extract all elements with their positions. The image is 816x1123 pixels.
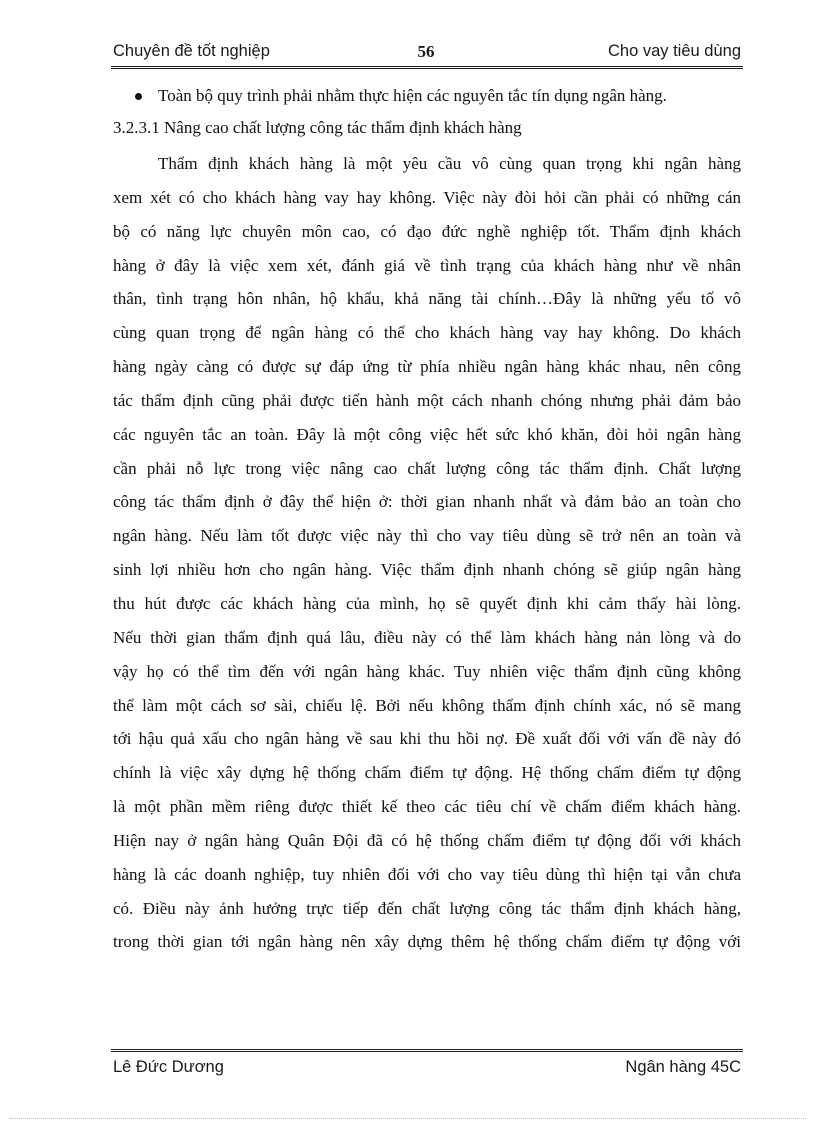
paragraph-line: chính là việc xây dựng hệ thống chấm điểm tự động. Hệ thống chấm điểm tự động: [113, 763, 741, 783]
body-paragraph: [113, 147, 741, 959]
page-header: [111, 40, 741, 66]
paragraph-line: trong thời gian tới ngân hàng nên xây dựng thêm hệ thống chấm điểm tự động với: [113, 932, 741, 952]
page-body: [113, 83, 741, 959]
page-footer: [111, 1058, 743, 1082]
paragraph-line: xem xét có cho khách hàng vay hay không. Việc này đòi hỏi cần phải có những cán: [113, 187, 741, 207]
paragraph-line: Nếu thời gian thẩm định quá lâu, điều này có thể làm khách hàng nản lòng và do: [113, 627, 741, 647]
paragraph-line: sinh lợi nhiều hơn cho ngân hàng. Việc thẩm định nhanh chóng sẽ giúp ngân hàng: [113, 560, 741, 580]
paragraph-line: cùng quan trọng để ngân hàng có thể cho khách hàng vay hay không. Do khách: [113, 323, 741, 343]
paragraph-line: tới hậu quả xấu cho ngân hàng về sau khi thu hồi nợ. Đề xuất đối với vấn đề này đó: [113, 729, 741, 749]
paragraph-line: cần phải nỗ lực trong việc nâng cao chất lượng công tác thẩm định. Chất lượng: [113, 458, 741, 478]
paragraph-line: bộ có năng lực chuyên môn cao, có đạo đức nghề nghiệp tốt. Thẩm định khách: [113, 221, 741, 241]
paragraph-line: tác thẩm định cũng phải được tiến hành một cách nhanh chóng nhưng phải đảm bảo: [113, 390, 741, 410]
paragraph-line: có. Điều này ảnh hưởng trực tiếp đến chất lượng công tác thẩm định khách hàng,: [113, 898, 741, 918]
bullet-item: [113, 83, 741, 109]
paragraph-line: thể làm một cách sơ sài, chiếu lệ. Bởi nếu không thẩm định chính xác, nó sẽ mang: [113, 695, 741, 715]
paragraph-line: Hiện nay ở ngân hàng Quân Đội đã có hệ thống chấm điểm tự động đối với khách: [113, 830, 741, 850]
paragraph-line: các nguyên tắc an toàn. Đây là một công việc hết sức khó khăn, đòi hỏi ngân hàng: [113, 424, 741, 444]
paragraph-line: là một phần mềm riêng được thiết kế theo các tiêu chí về chấm điểm khách hàng.: [113, 797, 741, 817]
header-rule: [111, 66, 743, 69]
page-number: 56: [417, 42, 435, 61]
paragraph-line: hàng ngày càng có được sự đáp ứng từ phía nhiều ngân hàng khác nhau, nên công: [113, 357, 741, 377]
footer-author: Lê Đức Dương: [113, 1058, 224, 1076]
page-edge-dotted-line: [10, 1118, 806, 1119]
paragraph-line: thu hút được các khách hàng của mình, họ sẽ quyết định khi cảm thấy hài lòng.: [113, 593, 741, 613]
footer-rule: [111, 1049, 743, 1052]
section-heading: 3.2.3.1 Nâng cao chất lượng công tác thẩm định khách hàng: [113, 118, 522, 137]
bullet-text: Toàn bộ quy trình phải nhằm thực hiện các nguyên tắc tín dụng ngân hàng.: [158, 86, 667, 105]
paragraph-line: hàng là các doanh nghiệp, tuy nhiên đối với cho vay tiêu dùng thì hiện tại vẫn chưa: [113, 864, 741, 884]
header-left-text: Chuyên đề tốt nghiệp: [113, 42, 270, 60]
paragraph-line: hàng ở đây là việc xem xét, đánh giá về tình trạng của khách hàng như về nhân: [113, 255, 741, 275]
footer-class: Ngân hàng 45C: [625, 1058, 741, 1076]
paragraph-line: Thẩm định khách hàng là một yêu cầu vô cùng quan trọng khi ngân hàng: [158, 154, 741, 173]
paragraph-line: thân, tình trạng hôn nhân, hộ khẩu, khả năng tài chính…Đây là những yếu tố vô: [113, 289, 741, 309]
header-right-text: Cho vay tiêu dùng: [607, 42, 741, 60]
paragraph-line: ngân hàng. Nếu làm tốt được việc này thì cho vay tiêu dùng sẽ trở nên an toàn và: [113, 526, 741, 546]
paragraph-line: công tác thẩm định ở đây thể hiện ở: thời gian nhanh nhất và đảm bảo an toàn cho: [113, 492, 741, 512]
bullet-icon: [135, 93, 142, 100]
paragraph-line: vậy họ có thể tìm đến với ngân hàng khác. Tuy nhiên việc thẩm định cũng không: [113, 661, 741, 681]
